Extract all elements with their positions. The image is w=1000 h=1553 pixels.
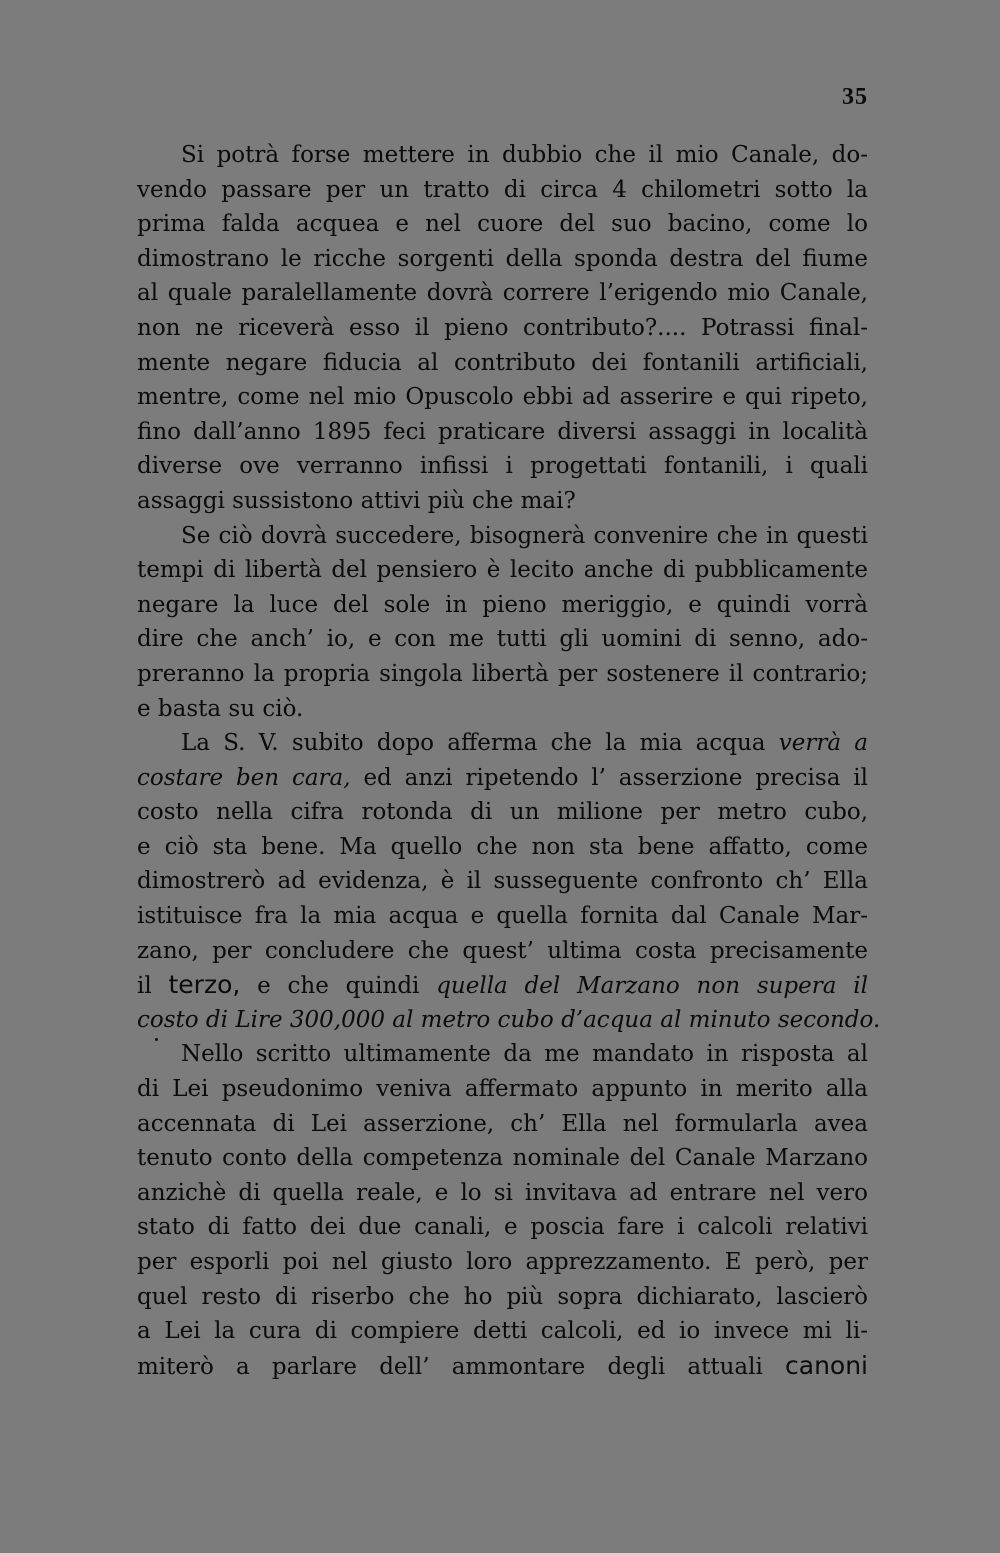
line-text: mente negare fiducia al contributo dei fontanili artificiali,: [137, 349, 868, 376]
text-line: [137, 207, 868, 242]
line-text: il: [137, 973, 169, 1000]
line-text: mentre, come nel mio Opuscolo ebbi ad asserire e qui ripeto,: [137, 384, 868, 411]
paragraph: [137, 726, 881, 1037]
text-line: [137, 1072, 868, 1107]
text-line: [137, 726, 868, 761]
text-line: [137, 1210, 868, 1245]
text-line: [137, 588, 868, 623]
line-text: preranno la propria singola libertà per sostenere il contrario;: [137, 660, 868, 687]
emphasized-word: terzo,: [168, 970, 241, 1000]
line-text: dire che anch’ io, e con me tutti gli uomini di senno, ado-: [137, 626, 868, 653]
italic-text: costare ben cara,: [137, 764, 351, 791]
line-text: quel resto di riserbo che ho più sopra dichiarato, lascierò: [137, 1283, 868, 1310]
text-line: [137, 415, 868, 450]
line-text: e basta su ciò.: [137, 695, 304, 722]
text-line: [137, 484, 868, 519]
line-text: prima falda acquea e nel cuore del suo bacino, come lo: [137, 211, 868, 238]
text-line: [137, 795, 868, 830]
text-line: [137, 553, 868, 588]
text-line: [137, 138, 868, 173]
text-line: [137, 899, 868, 934]
line-text: ed anzi ripetendo l’ asserzione precisa il: [350, 764, 868, 791]
text-line: [137, 864, 868, 899]
text-line: [137, 1141, 868, 1176]
paragraph: [137, 519, 868, 727]
text-line: [137, 242, 868, 277]
text-line: [137, 1280, 868, 1315]
text-line: [137, 934, 868, 969]
line-text: dimostrerò ad evidenza, è il susseguente confronto ch’ Ella: [137, 868, 868, 895]
italic-text: verrà a: [778, 730, 868, 757]
line-text: tenuto conto della competenza nominale del Canale Marzano: [137, 1145, 868, 1172]
line-text: negare la luce del sole in pieno meriggio, e quindi vorrà: [137, 591, 868, 618]
line-text: fino dall’anno 1895 feci praticare diversi assaggi in località: [137, 418, 868, 445]
text-line: [137, 1314, 868, 1349]
paragraph: [137, 138, 868, 519]
text-line: [137, 276, 868, 311]
text-line: [137, 761, 868, 796]
text-line: [137, 311, 868, 346]
text-line: [137, 657, 868, 692]
line-text: non ne riceverà esso il pieno contributo?.... Potrassi final-: [137, 314, 868, 341]
line-text: al quale paralellamente dovrà correre l’erigendo mio Canale,: [137, 280, 868, 307]
ink-speck: [155, 1038, 158, 1041]
line-text: anzichè di quella reale, e lo si invitava ad entrare nel vero: [137, 1179, 868, 1206]
line-text: e che quindi: [240, 973, 437, 1000]
text-line: [137, 380, 868, 415]
line-text: a Lei la cura di compiere detti calcoli, ed io invece mi li-: [137, 1318, 868, 1345]
text-line: [137, 173, 868, 208]
line-text: Se ciò dovrà succedere, bisognerà convenire che in questi: [181, 522, 868, 549]
line-text: di Lei pseudonimo veniva affermato appunto in merito alla: [137, 1076, 868, 1103]
emphasized-word: canoni: [785, 1350, 868, 1380]
line-text: diverse ove verranno infissi i progettati fontanili, i quali: [137, 453, 868, 480]
line-text: Nello scritto ultimamente da me mandato in risposta al: [181, 1041, 868, 1068]
body-text: [137, 138, 881, 1383]
page-number: 35: [842, 84, 868, 110]
line-text: vendo passare per un tratto di circa 4 chilometri sotto la: [137, 176, 868, 203]
text-line: [137, 1176, 868, 1211]
text-line: [137, 1037, 868, 1072]
text-line: [137, 830, 868, 865]
line-text: miterò a parlare dell’ ammontare degli attuali: [137, 1353, 785, 1380]
line-text: tempi di libertà del pensiero è lecito anche di pubblicamente: [137, 557, 868, 584]
paragraph: [137, 1037, 868, 1383]
line-text: accennata di Lei asserzione, ch’ Ella nel formularla avea: [137, 1110, 868, 1137]
line-text: Si potrà forse mettere in dubbio che il mio Canale, do-: [181, 142, 868, 168]
line-text: La S. V. subito dopo afferma che la mia acqua: [181, 730, 779, 757]
italic-text: quella del Marzano non supera il: [436, 973, 868, 1000]
line-text: e ciò sta bene. Ma quello che non sta bene affatto, come: [137, 833, 868, 860]
text-line: [137, 449, 868, 484]
text-line: [137, 346, 868, 381]
text-line: [137, 692, 868, 727]
text-line: [137, 519, 868, 554]
text-line: [137, 968, 868, 1003]
text-line: [137, 622, 868, 657]
line-text: dimostrano le ricche sorgenti della sponda destra del fiume: [137, 245, 868, 272]
text-line: [137, 1349, 868, 1384]
italic-text: costo di Lire 300,000 al metro cubo d’acqua al minuto secondo.: [137, 1006, 881, 1033]
line-text: istituisce fra la mia acqua e quella fornita dal Canale Mar-: [137, 903, 868, 930]
text-line: [137, 1003, 881, 1038]
line-text: per esporli poi nel giusto loro apprezzamento. E però, per: [137, 1249, 868, 1275]
line-text: assaggi sussistono attivi più che mai?: [137, 487, 576, 514]
line-text: stato di fatto dei due canali, e poscia fare i calcoli relativi: [137, 1214, 868, 1241]
text-line: [137, 1245, 868, 1280]
text-line: [137, 1107, 868, 1142]
line-text: costo nella cifra rotonda di un milione per metro cubo,: [137, 799, 868, 826]
line-text: zano, per concludere che quest’ ultima costa precisamente: [137, 937, 868, 964]
